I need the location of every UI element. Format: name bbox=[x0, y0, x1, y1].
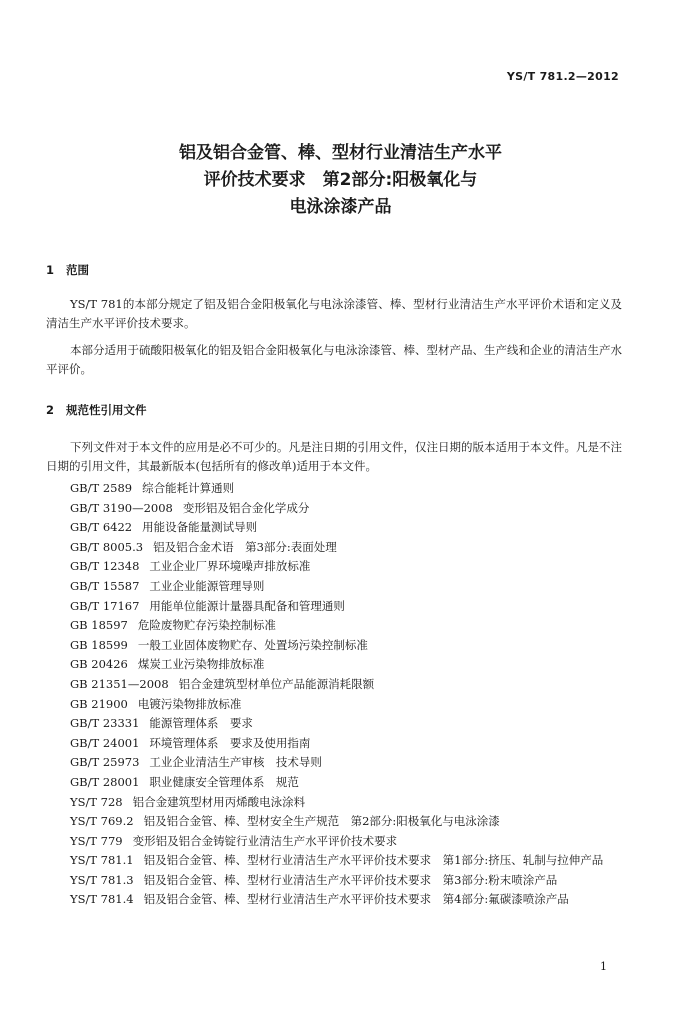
reference-code: GB/T 23331 bbox=[70, 716, 140, 731]
reference-title: 工业企业清洁生产审核 技术导则 bbox=[149, 755, 322, 770]
reference-code: GB 20426 bbox=[70, 657, 128, 672]
reference-item bbox=[46, 499, 622, 519]
reference-item bbox=[46, 851, 622, 871]
reference-item bbox=[46, 890, 622, 910]
reference-item bbox=[46, 518, 622, 538]
reference-title: 职业健康安全管理体系 规范 bbox=[149, 774, 299, 789]
reference-code: GB 18597 bbox=[70, 618, 128, 633]
title-line-2: 评价技术要求 第2部分:阳极氧化与 bbox=[203, 170, 478, 190]
reference-item bbox=[46, 871, 622, 891]
reference-code: GB/T 17167 bbox=[70, 598, 140, 613]
section-1-heading bbox=[46, 262, 89, 278]
section-1-title: 范围 bbox=[66, 263, 89, 277]
section-2-title: 规范性引用文件 bbox=[66, 403, 147, 417]
reference-item bbox=[46, 557, 622, 577]
reference-item bbox=[46, 734, 622, 754]
reference-title: 电镀污染物排放标准 bbox=[137, 696, 242, 711]
reference-code: GB 18599 bbox=[70, 637, 128, 652]
reference-title: 工业企业厂界环境噪声排放标准 bbox=[149, 559, 311, 574]
reference-item bbox=[46, 714, 622, 734]
reference-title: 铝合金建筑型材用丙烯酸电泳涂料 bbox=[132, 794, 306, 809]
reference-item bbox=[46, 695, 622, 715]
reference-title: 综合能耗计算通则 bbox=[142, 481, 235, 495]
reference-title: 变形铝及铝合金化学成分 bbox=[182, 500, 310, 515]
reference-item bbox=[46, 577, 622, 597]
reference-title: 一般工业固体废物贮存、处置场污染控制标准 bbox=[137, 637, 368, 652]
reference-item bbox=[46, 793, 622, 813]
reference-code: YS/T 781.1 bbox=[70, 853, 134, 868]
document-title bbox=[60, 140, 621, 221]
reference-title: 铝及铝合金管、棒、型材安全生产规范 第2部分:阳极氧化与电泳涂漆 bbox=[143, 814, 500, 829]
page-number: 1 bbox=[600, 960, 607, 973]
reference-title: 铝及铝合金管、棒、型材行业清洁生产水平评价技术要求 第1部分:挤压、轧制与拉伸产品 bbox=[143, 853, 604, 868]
title-line-1: 铝及铝合金管、棒、型材行业清洁生产水平 bbox=[179, 143, 502, 163]
title-line-3: 电泳涂漆产品 bbox=[289, 197, 392, 217]
section-1-number: 1 bbox=[46, 263, 55, 277]
reference-code: GB 21351—2008 bbox=[70, 676, 169, 691]
reference-code: GB/T 15587 bbox=[70, 578, 140, 593]
reference-code: YS/T 781.3 bbox=[70, 872, 134, 887]
reference-code: YS/T 728 bbox=[70, 794, 123, 809]
reference-item bbox=[46, 812, 622, 832]
reference-code: YS/T 779 bbox=[70, 833, 123, 848]
reference-code: GB/T 3190—2008 bbox=[70, 500, 173, 515]
reference-code: YS/T 769.2 bbox=[70, 814, 134, 829]
standard-code: YS/T 781.2—2012 bbox=[506, 70, 619, 83]
section-1-paragraph-1: YS/T 781的本部分规定了铝及铝合金阳极氧化与电泳涂漆管、棒、型材行业清洁生产水平评价术语和定义及清洁生产水平评价技术要求。 bbox=[46, 297, 622, 330]
reference-item bbox=[46, 773, 622, 793]
reference-item bbox=[46, 636, 622, 656]
reference-code: GB/T 6422 bbox=[70, 520, 133, 535]
reference-code: GB/T 2589 bbox=[70, 481, 133, 495]
reference-item bbox=[46, 538, 622, 558]
reference-title: 用能设备能量测试导则 bbox=[142, 520, 258, 535]
reference-item bbox=[46, 479, 622, 499]
section-2-paragraph-1: 下列文件对于本文件的应用是必不可少的。凡是注日期的引用文件，仅注日期的版本适用于本文件。凡是不注日期的引用文件，其最新版本(包括所有的修改单)适用于本文件。 bbox=[46, 440, 622, 473]
reference-title: 变形铝及铝合金铸锭行业清洁生产水平评价技术要求 bbox=[132, 833, 398, 848]
reference-code: GB 21900 bbox=[70, 696, 128, 711]
section-1-paragraph-2: 本部分适用于硫酸阳极氧化的铝及铝合金阳极氧化与电泳涂漆管、棒、型材产品、生产线和企业的清洁生产水平评价。 bbox=[46, 343, 622, 376]
reference-item bbox=[46, 832, 622, 852]
reference-item bbox=[46, 655, 622, 675]
reference-title: 危险废物贮存污染控制标准 bbox=[137, 618, 276, 633]
reference-item bbox=[46, 675, 622, 695]
reference-title: 能源管理体系 要求 bbox=[149, 716, 253, 731]
reference-item bbox=[46, 597, 622, 617]
reference-title: 用能单位能源计量器具配备和管理通则 bbox=[149, 598, 345, 613]
reference-title: 环境管理体系 要求及使用指南 bbox=[149, 735, 311, 750]
reference-code: GB/T 24001 bbox=[70, 735, 140, 750]
reference-code: YS/T 781.4 bbox=[70, 892, 134, 907]
reference-code: GB/T 8005.3 bbox=[70, 539, 144, 554]
reference-title: 工业企业能源管理导则 bbox=[149, 578, 265, 593]
reference-code: GB/T 28001 bbox=[70, 774, 140, 789]
reference-title: 铝合金建筑型材单位产品能源消耗限额 bbox=[178, 676, 375, 691]
reference-code: GB/T 25973 bbox=[70, 755, 140, 770]
section-2-heading bbox=[46, 402, 147, 418]
reference-title: 铝及铝合金管、棒、型材行业清洁生产水平评价技术要求 第3部分:粉末喷涂产品 bbox=[143, 872, 558, 887]
section-2-number: 2 bbox=[46, 403, 55, 417]
reference-code: GB/T 12348 bbox=[70, 559, 140, 574]
normative-references-list bbox=[46, 479, 622, 910]
reference-title: 铝及铝合金管、棒、型材行业清洁生产水平评价技术要求 第4部分:氟碳漆喷涂产品 bbox=[143, 892, 569, 907]
reference-title: 铝及铝合金术语 第3部分:表面处理 bbox=[153, 539, 337, 554]
reference-item bbox=[46, 753, 622, 773]
reference-item bbox=[46, 616, 622, 636]
reference-title: 煤炭工业污染物排放标准 bbox=[137, 657, 265, 672]
